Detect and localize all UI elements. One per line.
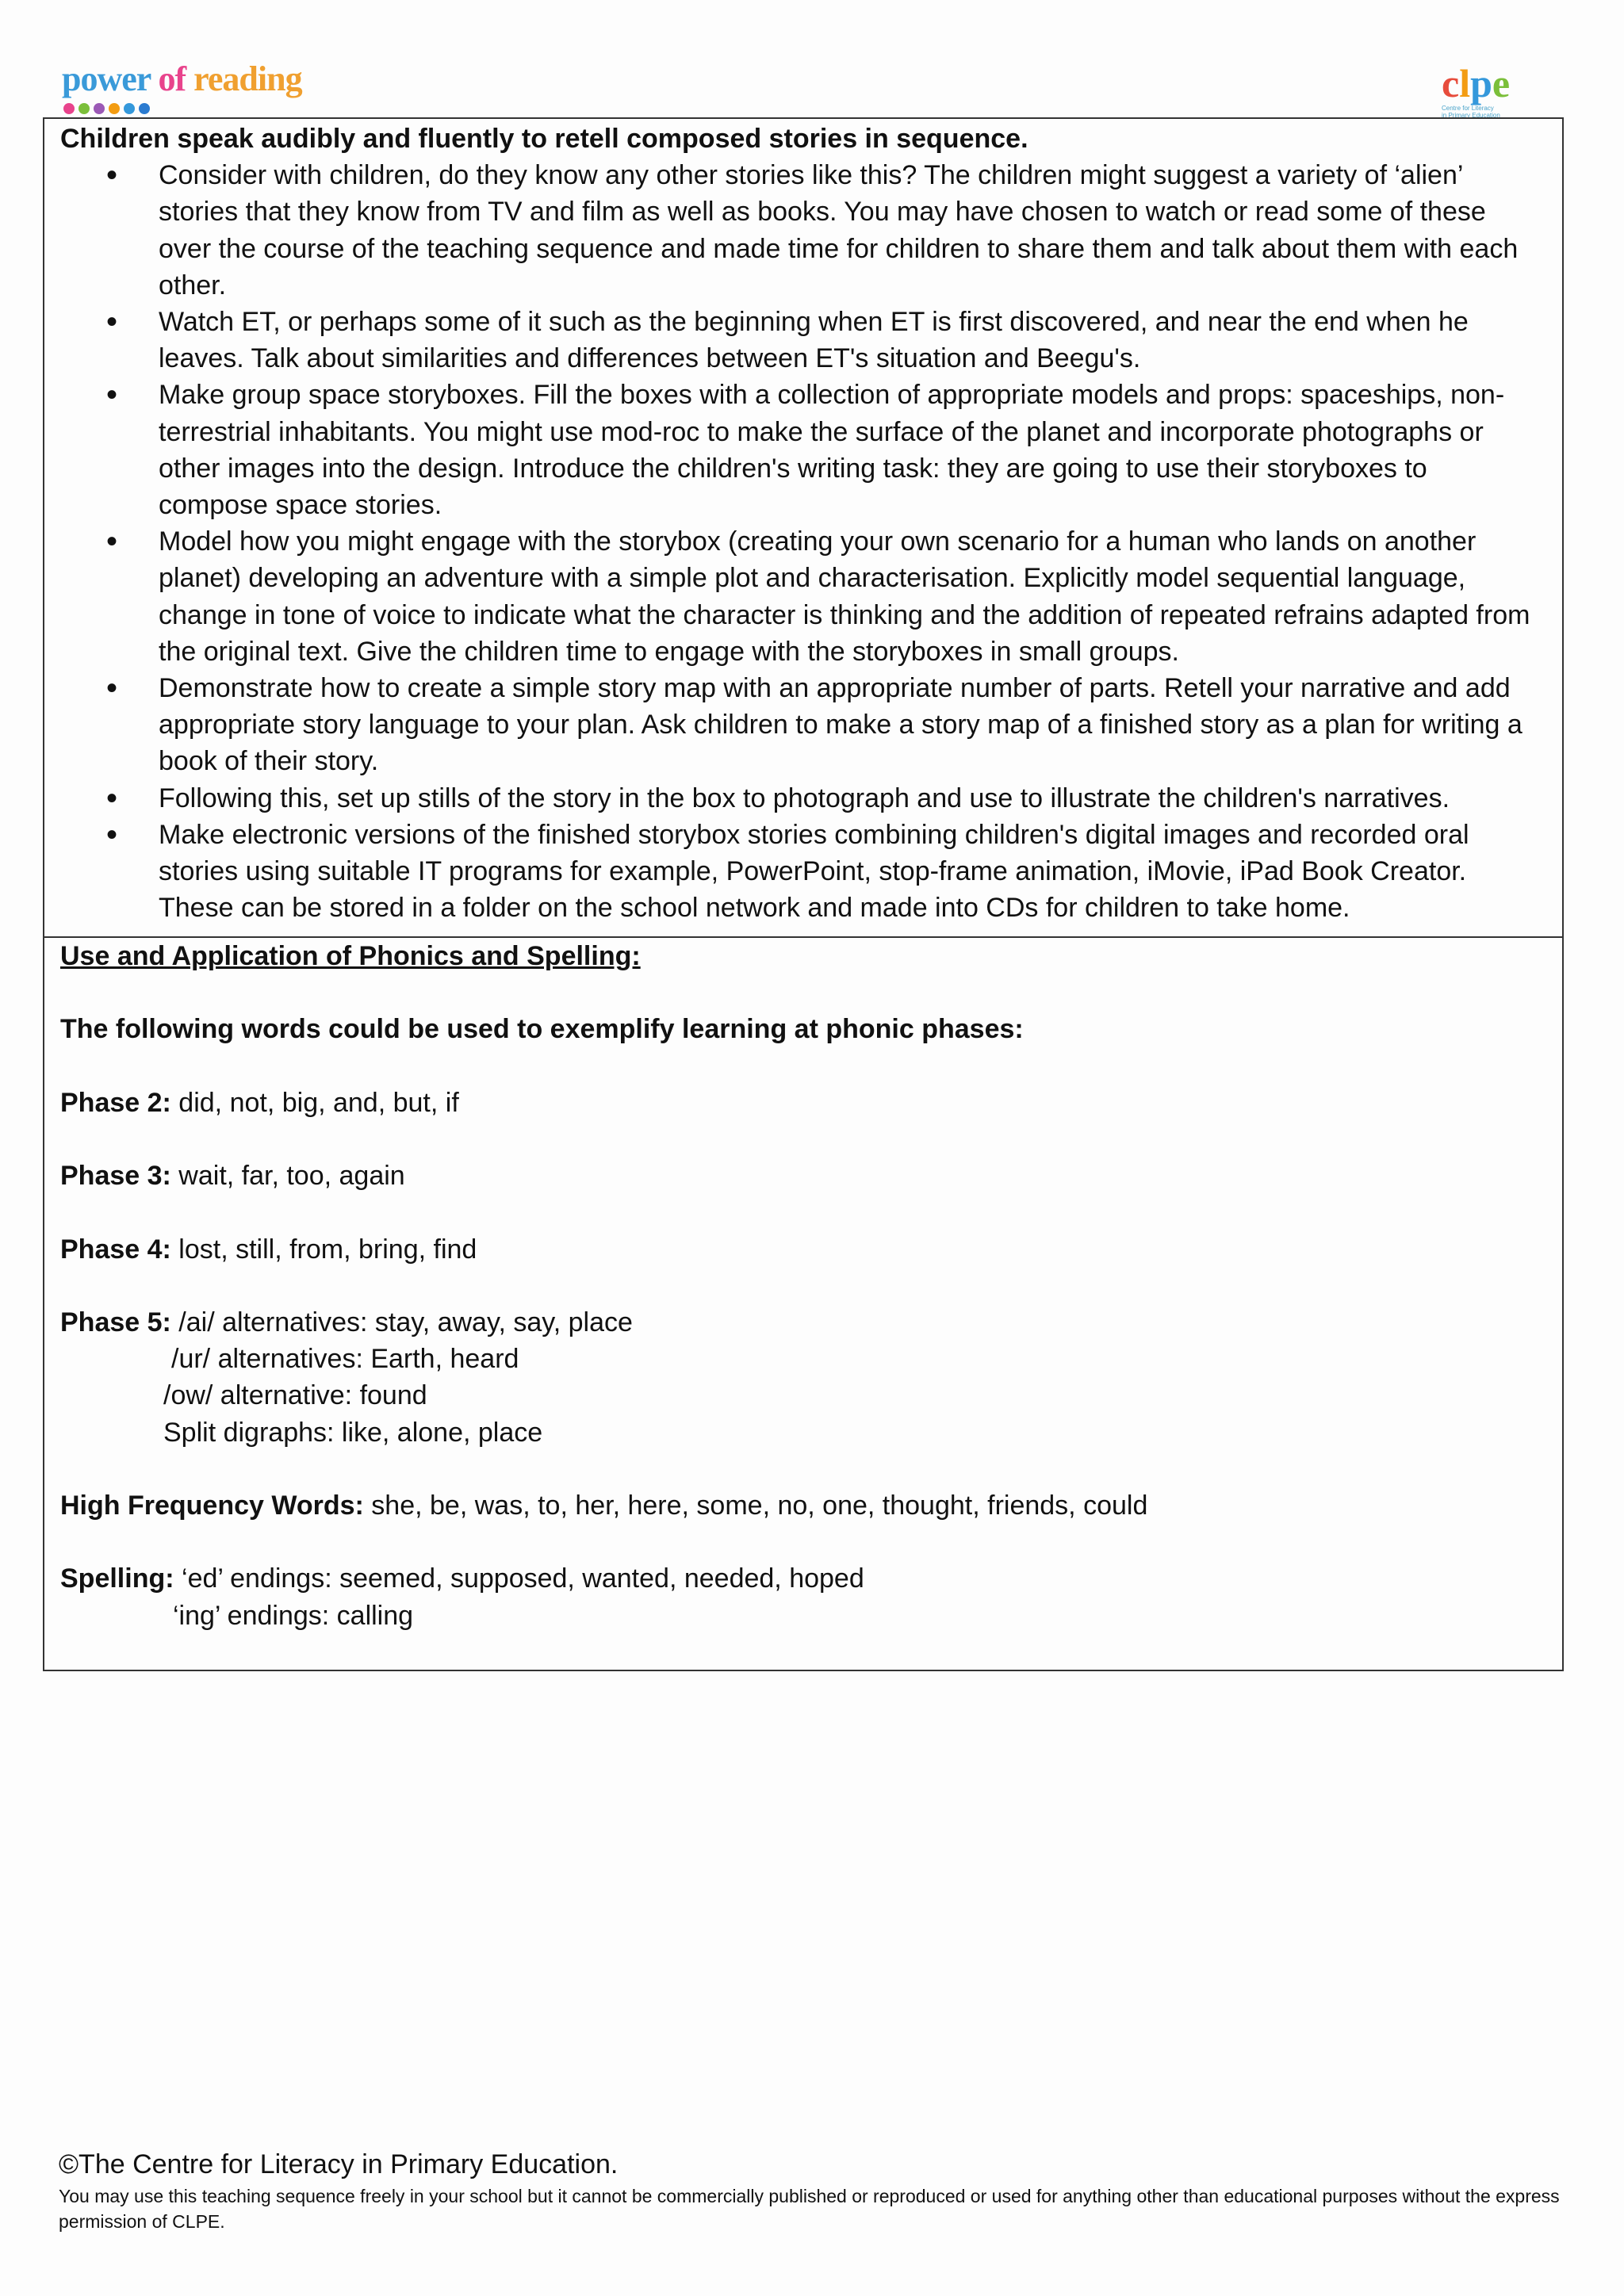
section-title: Use and Application of Phonics and Spelling: xyxy=(60,941,641,971)
activity-list xyxy=(60,157,1546,926)
list-item: • Model how you might engage with the storybox (creating your own scenario for a human who lands on another planet) developing an adventure with a simple plot and characterisation. Explicitly model sequential language, change in tone of voice to indicate what the character is thinking and the addition of repeated refrains adapted from the original text. Give the children time to engage with the storyboxes in small groups. xyxy=(60,523,1546,670)
hfw-row: High Frequency Words: she, be, was, to, her, here, some, no, one, thought, friends, could xyxy=(60,1490,1148,1521)
phase-5-row: Phase 5: /ai/ alternatives: stay, away, say, place xyxy=(60,1307,633,1337)
usage-note: You may use this teaching sequence freely in your school but it cannot be commercially published or reproduced or used for anything other than educational purposes without the express permission of CLPE. xyxy=(59,2186,1560,2232)
clpe-subtitle: Centre for Literacy in Primary Education xyxy=(1442,105,1500,119)
page-footer xyxy=(59,2149,1565,2234)
clpe-logo xyxy=(1442,63,1521,121)
phase-5-split-row: Split digraphs: like, alone, place xyxy=(163,1417,543,1448)
phase-5-ow-row: /ow/ alternative: found xyxy=(163,1380,427,1411)
phonics-spelling-section xyxy=(43,936,1564,1671)
list-item: • Consider with children, do they know any other stories like this? The children might suggest a variety of ‘alien’ stories that they know from TV and film as well as books. You may have chosen to watch or read some of these over the course of the teaching sequence and made time for children to share them and talk about them with each other. xyxy=(60,157,1546,304)
logo-dots xyxy=(63,103,316,114)
list-item: • Following this, set up stills of the story in the box to photograph and use to illustrate the children's narratives. xyxy=(60,780,1546,817)
retell-stories-section xyxy=(43,117,1564,936)
list-item: • Make group space storyboxes. Fill the boxes with a collection of appropriate models and props: spaceships, non-terrestrial inhabitants. You might use mod-roc to make the surface of the planet and incorporate photographs or other images into the design. Introduce the children's writing task: they are going to use their storyboxes to compose space stories. xyxy=(60,377,1546,523)
list-item: • Make electronic versions of the finished storybox stories combining children's digital images and recorded oral stories using suitable IT programs for example, PowerPoint, stop-frame animation, iMovie, iPad Book Creator. These can be stored in a folder on the school network and made into CDs for children to take home. xyxy=(60,817,1546,927)
section-heading: Children speak audibly and fluently to retell composed stories in sequence. xyxy=(60,124,1028,154)
list-item: • Watch ET, or perhaps some of it such as the beginning when ET is first discovered, and near the end when he leaves. Talk about similarities and differences between ET's situation and Beegu's. xyxy=(60,304,1546,377)
phase-5-ur-row: /ur/ alternatives: Earth, heard xyxy=(171,1344,519,1375)
phase-3-row: Phase 3: wait, far, too, again xyxy=(60,1161,405,1192)
spelling-row: Spelling: ‘ed’ endings: seemed, supposed, wanted, needed, hoped xyxy=(60,1563,864,1594)
list-item: • Demonstrate how to create a simple story map with an appropriate number of parts. Retell your narrative and add appropriate story language to your plan. Ask children to make a story map of a finished story as a plan for writing a book of their story. xyxy=(60,670,1546,780)
logo-wordmark: power of reading xyxy=(62,59,302,98)
intro-text: The following words could be used to exemplify learning at phonic phases: xyxy=(60,1014,1024,1045)
phase-4-row: Phase 4: lost, still, from, bring, find xyxy=(60,1234,477,1265)
power-of-reading-logo xyxy=(62,59,316,117)
copyright-text: ©The Centre for Literacy in Primary Education. xyxy=(59,2149,619,2179)
phase-2-row: Phase 2: did, not, big, and, but, if xyxy=(60,1087,459,1118)
spelling-ing-row: ‘ing’ endings: calling xyxy=(173,1600,414,1631)
clpe-mark: clpe xyxy=(1442,61,1511,105)
